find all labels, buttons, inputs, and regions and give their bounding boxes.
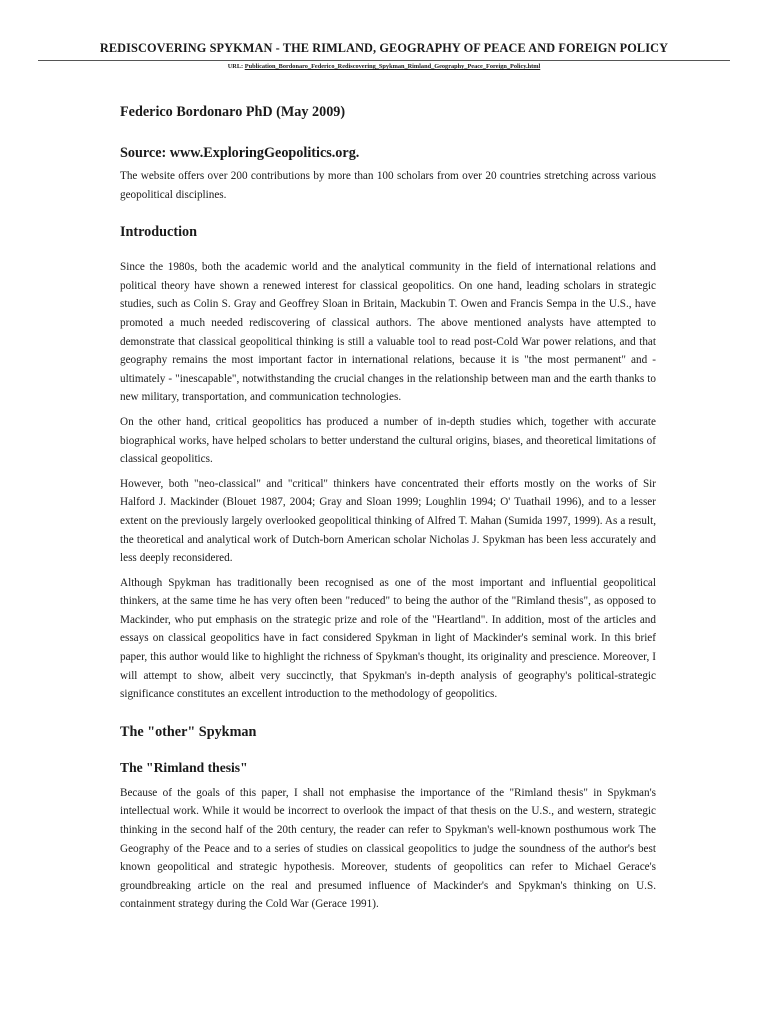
paragraph: Since the 1980s, both the academic world and the analytical community in the field of international relations and political theory have shown a renewed interest for classical geopolitics. On one hand, leading scholars in strategic studies, such as Colin S. Gray and Geoffrey Sloan in Britain, Mackubin T. Owen and Francis Sempa in the U.S., have promoted a much needed rediscovering of classical authors. The above mentioned analysts have attempted to demonstrate that classical geopolitical thinking is still a valuable tool to read post-Cold War power relations, and that geography remains the most important factor in international relations, because it is "the most permanent" and - ultimately - "inescapable", notwithstanding the crucial changes in the relationship between man and the earth thanks to new military, transportation, and communication technologies.	[120, 261, 656, 404]
running-title: REDISCOVERING SPYKMAN - THE RIMLAND, GEOGRAPHY OF PEACE AND FOREIGN POLICY	[99, 41, 669, 55]
url-link[interactable]: Publication_Bordonaro_Federico_Rediscovering_Spykman_Rimland_Geography_Peace_Foreign_Policy.html	[244, 63, 541, 70]
paragraph: However, both "neo-classical" and "critical" thinkers have concentrated their efforts mostly on the works of Sir Halford J. Mackinder (Blouet 1987, 2004; Gray and Sloan 1999; Loughlin 1994; O' Tuathail 1996), and to a lesser extent on the previously largely overlooked geopolitical thinking of Alfred T. Mahan (Sumida 1997, 1999). As a result, the theoretical and analytical work of Dutch-born American scholar Nicholas J. Spykman has been less accurately and less deeply reconsidered.	[120, 477, 656, 565]
url-label: URL:	[227, 63, 244, 70]
intro-paragraph: The website offers over 200 contributions by more than 100 scholars from over 20 countries stretching across various geopolitical disciplines.	[120, 170, 656, 201]
url-line	[38, 63, 730, 70]
source-line: Source: www.ExploringGeopolitics.org.	[120, 145, 360, 161]
paragraph: On the other hand, critical geopolitics has produced a number of in-depth studies which, together with accurate biographical works, have helped scholars to better understand the cultural origins, biases, and theoretical limitations of classical geopolitics.	[120, 415, 656, 466]
subsection-heading-rimland-thesis: The "Rimland thesis"	[120, 759, 248, 775]
author-line: Federico Bordonaro PhD (May 2009)	[120, 104, 346, 120]
article-body	[120, 98, 656, 914]
section-heading-other-spykman: The "other" Spykman	[120, 723, 257, 740]
paragraph: Because of the goals of this paper, I shall not emphasise the importance of the "Rimland thesis" in Spykman's intellectual work. While it would be incorrect to overlook the impact of that thesis on the U.S., and western, strategic thinking in the second half of the 20th century, the reader can refer to Spykman's well-known posthumous work The Geography of the Peace and to a series of studies on classical geopolitics to judge the soundness of the author's best known geopolitical and strategic hypothesis. Moreover, students of geopolitics can refer to Michael Gerace's groundbreaking article on the real and presumed influence of Mackinder's and Spykman's thinking on U.S. containment strategy during the Cold War (Gerace 1991).	[120, 786, 656, 911]
paragraph: Although Spykman has traditionally been recognised as one of the most important and influential geopolitical thinkers, at the same time he has very often been "reduced" to being the author of the "Rimland thesis", as opposed to Mackinder, who put emphasis on the strategic prize and role of the "Heartland". In addition, most of the articles and essays on classical geopolitics have in fact considered Spykman in light of Mackinder's seminal work. In this brief paper, this author would like to highlight the richness of Spykman's thought, its originality and prescience. Moreover, I will attempt to show, albeit very succinctly, that Spykman's in-depth analysis of geography's political-strategic significance constitutes an excellent introduction to the methodology of geopolitics.	[120, 576, 656, 701]
section-heading-introduction: Introduction	[120, 224, 197, 241]
header-divider	[38, 60, 730, 61]
